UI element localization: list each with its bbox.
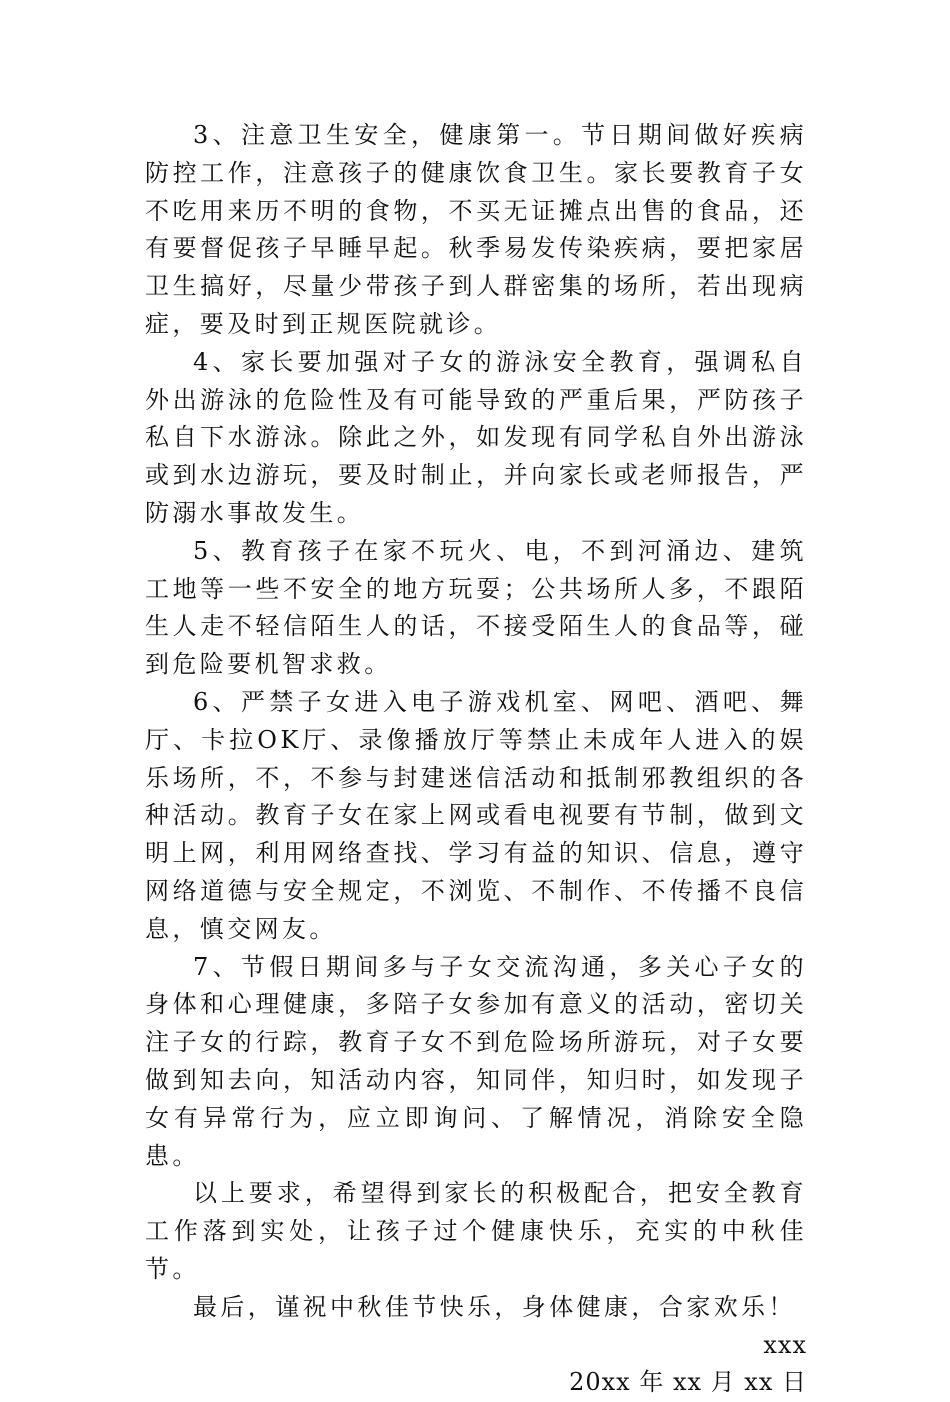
closing-request-paragraph: 以上要求，希望得到家长的积极配合，把安全教育工作落到实处，让孩子过个健康快乐，充实的中秋佳节。 (145, 1179, 807, 1283)
signature: xxx (763, 1330, 807, 1359)
paragraph-item-7: 7、节假日期间多与子女交流沟通，多关心子女的身体和心理健康，多陪子女参加有意义的活动，密切关注子女的行踪，教育子女不到危险场所游玩，对子女要做到知去向，知活动内容，知同伴，知归时，如发现子女有异常行为，应立即询问、了解情况，消除安全隐患。 (145, 952, 807, 1170)
document-page (145, 117, 807, 1402)
paragraph-item-5: 5、教育孩子在家不玩火、电，不到河涌边、建筑工地等一些不安全的地方玩耍；公共场所人多，不跟陌生人走不轻信陌生人的话，不接受陌生人的食品等，碰到危险要机智求救。 (145, 536, 807, 679)
paragraph-item-3: 3、注意卫生安全，健康第一。节日期间做好疾病防控工作，注意孩子的健康饮食卫生。家长要教育子女不吃用来历不明的食物，不买无证摊点出售的食品，还有要督促孩子早睡早起。秋季易发传染疾病，要把家居卫生搞好，尽量少带孩子到人群密集的场所，若出现病症，要及时到正规医院就诊。 (145, 121, 807, 338)
date-line: 20xx 年 xx 月 xx 日 (569, 1368, 807, 1397)
closing-wishes-paragraph: 最后，谨祝中秋佳节快乐，身体健康，合家欢乐！ (193, 1292, 796, 1321)
paragraph-item-6: 6、严禁子女进入电子游戏机室、网吧、酒吧、舞厅、卡拉OK厅、录像播放厅等禁止未成年人进入的娱乐场所，不，不参与封建迷信活动和抵制邪教组织的各种活动。教育子女在家上网或看电视要有节制，做到文明上网，利用网络查找、学习有益的知识、信息，遵守网络道德与安全规定，不浏览、不制作、不传播不良信息，慎交网友。 (145, 687, 807, 943)
paragraph-item-4: 4、家长要加强对子女的游泳安全教育，强调私自外出游泳的危险性及有可能导致的严重后果，严防孩子私自下水游泳。除此之外，如发现有同学私自外出游泳或到水边游玩，要及时制止，并向家长或老师报告，严防溺水事故发生。 (145, 347, 807, 527)
